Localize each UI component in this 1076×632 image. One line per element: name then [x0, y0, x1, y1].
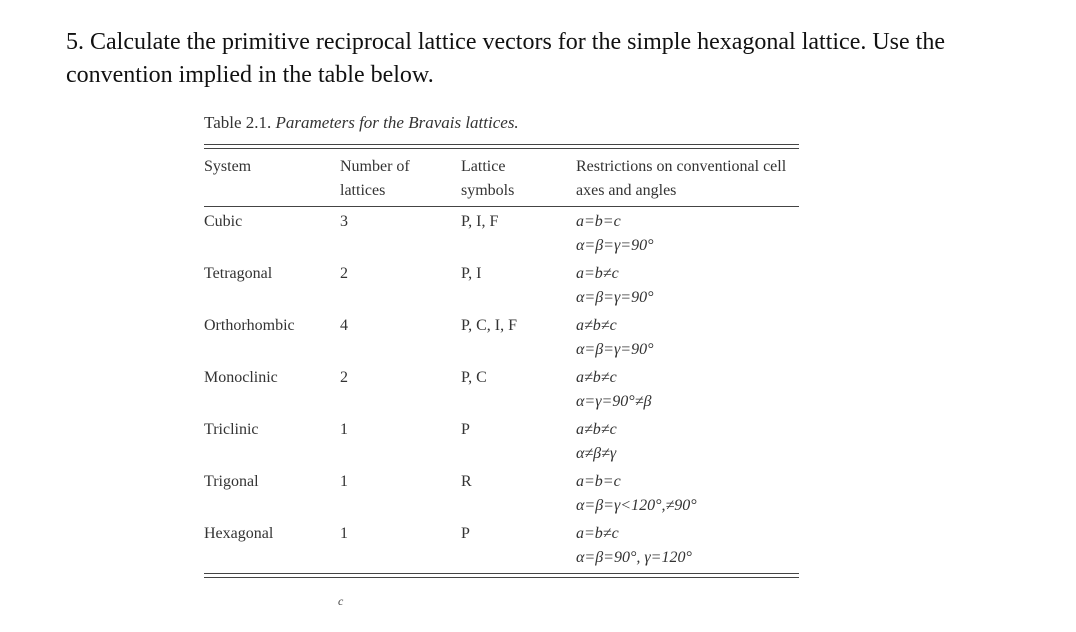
- row-axes: a≠b≠c: [576, 421, 617, 438]
- row-angles: α=β=90°, γ=120°: [576, 549, 692, 566]
- row-axes: a=b≠c: [576, 265, 619, 282]
- header-restrictions: Restrictions on conventional cell axes and angles: [576, 158, 787, 199]
- row-symbols: P, C: [461, 369, 487, 386]
- row-system: Orthorhombic: [204, 317, 295, 334]
- row-angles: α=β=γ=90°: [576, 289, 654, 306]
- row-axes: a≠b≠c: [576, 317, 617, 334]
- header-rule: [204, 206, 799, 207]
- row-angles: α≠β≠γ: [576, 445, 617, 462]
- row-system: Trigonal: [204, 473, 259, 490]
- row-symbols: P, C, I, F: [461, 317, 518, 334]
- header-number: Number of lattices: [340, 158, 410, 199]
- row-angles: α=β=γ=90°: [576, 341, 654, 358]
- row-number: 2: [340, 265, 348, 282]
- header-system: System: [204, 158, 252, 175]
- caption-label: Table 2.1.: [204, 113, 272, 132]
- top-rule-2: [204, 148, 799, 149]
- bottom-rule-1: [204, 573, 799, 574]
- row-symbols: P: [461, 525, 470, 542]
- row-number: 3: [340, 213, 348, 230]
- row-system: Hexagonal: [204, 525, 274, 542]
- row-symbols: P, I: [461, 265, 482, 282]
- row-number: 1: [340, 421, 348, 438]
- row-system: Monoclinic: [204, 369, 278, 386]
- header-symbols: Lattice symbols: [461, 158, 515, 199]
- row-angles: α=β=γ=90°: [576, 237, 654, 254]
- row-system: Tetragonal: [204, 265, 273, 282]
- row-number: 1: [340, 525, 348, 542]
- row-angles: α=β=γ<120°,≠90°: [576, 497, 697, 514]
- row-angles: α=γ=90°≠β: [576, 393, 652, 410]
- row-axes: a≠b≠c: [576, 369, 617, 386]
- row-axes: a=b=c: [576, 473, 621, 490]
- row-system: Triclinic: [204, 421, 259, 438]
- row-system: Cubic: [204, 213, 243, 230]
- table-caption: [204, 113, 519, 133]
- row-symbols: P: [461, 421, 470, 438]
- row-axes: a=b=c: [576, 213, 621, 230]
- bottom-rule-2: [204, 577, 799, 578]
- row-symbols: R: [461, 473, 472, 490]
- row-axes: a=b≠c: [576, 525, 619, 542]
- question-text: 5. Calculate the primitive reciprocal lattice vectors for the simple hexagonal lattice. Use the convention implied in the table below.: [66, 29, 945, 88]
- caption-title: Parameters for the Bravais lattices.: [275, 113, 519, 132]
- row-symbols: P, I, F: [461, 213, 499, 230]
- row-number: 4: [340, 317, 348, 334]
- footnote-mark: c: [338, 594, 344, 608]
- row-number: 2: [340, 369, 348, 386]
- top-rule-1: [204, 144, 799, 145]
- row-number: 1: [340, 473, 348, 490]
